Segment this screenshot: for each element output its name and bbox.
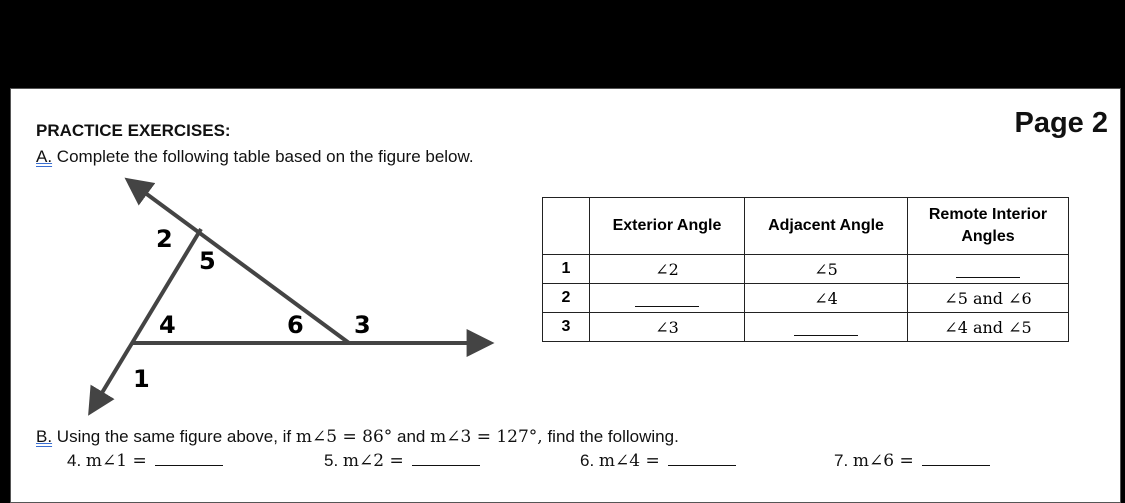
question-4 xyxy=(67,451,223,471)
cell-adjacent: ∠4 xyxy=(745,284,908,313)
question-number: 7. xyxy=(834,451,849,470)
worksheet-page xyxy=(10,88,1121,503)
row-number: 2 xyxy=(543,284,590,313)
cell-exterior: ∠2 xyxy=(590,255,745,284)
cell-remote: ∠4 and ∠5 xyxy=(908,313,1069,342)
question-5 xyxy=(324,451,480,471)
question-expression: m∠6 = xyxy=(852,451,914,471)
part-b-instruction xyxy=(36,427,679,447)
answer-blank[interactable] xyxy=(956,267,1020,278)
header-adjacent: Adjacent Angle xyxy=(745,198,908,255)
table-header-row xyxy=(543,198,1069,255)
table-row xyxy=(543,284,1069,313)
page-number: Page 2 xyxy=(1014,107,1108,139)
angle-table xyxy=(542,197,1069,342)
cell-remote-blank[interactable] xyxy=(908,255,1069,284)
header-remote: Remote Interior Angles xyxy=(908,198,1069,255)
practice-heading: PRACTICE EXERCISES: xyxy=(36,121,231,140)
part-b-letter: B. xyxy=(36,427,53,446)
part-b-prefix: Using the same figure above, if xyxy=(56,427,292,446)
answer-blank[interactable] xyxy=(155,451,223,466)
table-row xyxy=(543,255,1069,284)
given-angle-5: m∠5 = 86° xyxy=(295,427,393,447)
angle-label-6: 6 xyxy=(287,311,304,339)
part-a-text: Complete the following table based on the figure below. xyxy=(56,147,474,166)
cell-adjacent-blank[interactable] xyxy=(745,313,908,342)
question-number: 5. xyxy=(324,451,339,470)
part-b-and: and xyxy=(397,427,426,446)
question-6 xyxy=(580,451,736,471)
angle-label-3: 3 xyxy=(354,311,371,339)
header-blank xyxy=(543,198,590,255)
answer-blank[interactable] xyxy=(794,325,858,336)
question-7 xyxy=(834,451,990,471)
header-exterior: Exterior Angle xyxy=(590,198,745,255)
angle-label-2: 2 xyxy=(156,225,173,253)
cell-exterior: ∠3 xyxy=(590,313,745,342)
angle-label-5: 5 xyxy=(199,247,216,275)
question-expression: m∠1 = xyxy=(85,451,147,471)
answer-blank[interactable] xyxy=(922,451,990,466)
question-expression: m∠4 = xyxy=(598,451,660,471)
triangle-figure xyxy=(11,89,531,429)
answer-blank[interactable] xyxy=(668,451,736,466)
row-number: 1 xyxy=(543,255,590,284)
question-expression: m∠2 = xyxy=(342,451,404,471)
part-a-letter: A. xyxy=(36,147,53,166)
table-row xyxy=(543,313,1069,342)
question-number: 4. xyxy=(67,451,82,470)
answer-blank[interactable] xyxy=(412,451,480,466)
question-number: 6. xyxy=(580,451,595,470)
angle-label-4: 4 xyxy=(159,311,176,339)
cell-adjacent: ∠5 xyxy=(745,255,908,284)
row-number: 3 xyxy=(543,313,590,342)
cell-exterior-blank[interactable] xyxy=(590,284,745,313)
answer-blank[interactable] xyxy=(635,296,699,307)
part-b-suffix: find the following. xyxy=(547,427,679,446)
cell-remote: ∠5 and ∠6 xyxy=(908,284,1069,313)
given-angle-3: m∠3 = 127°, xyxy=(430,427,543,447)
angle-label-1: 1 xyxy=(133,365,150,393)
